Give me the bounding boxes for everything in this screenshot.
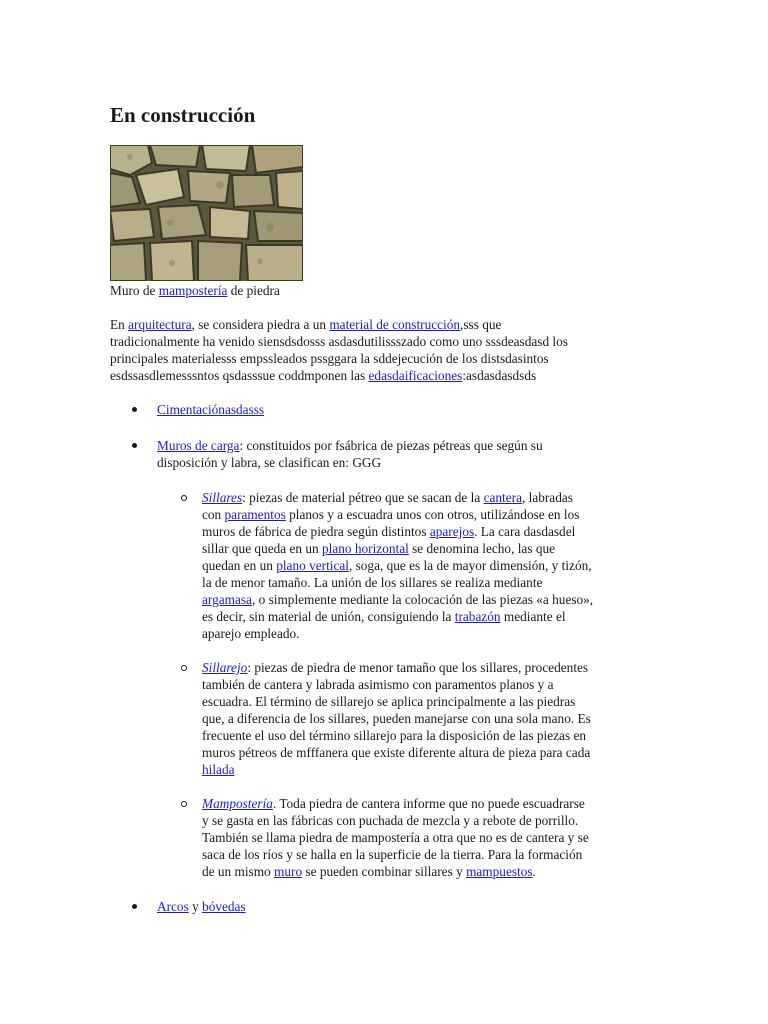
intro-text: ,sss que (460, 317, 502, 332)
sillarejo-line-5: frecuente el uso del término sillarejo para la disposición de las piezas en (202, 728, 586, 743)
intro-paragraph (110, 316, 640, 384)
caption-link-mamposteria[interactable]: mampostería (158, 283, 228, 298)
mamposteria-line-3: También se llama piedra de mampostería a otra que no es de cantera y se (202, 830, 589, 845)
mamposteria-line-5 (202, 863, 589, 880)
sillares-text: quedan en un (202, 558, 277, 573)
muros-line-1 (157, 437, 543, 454)
sillares-line-3 (202, 523, 593, 540)
mamposteria-line-1 (202, 795, 589, 812)
link-sillares[interactable]: Sillares (202, 490, 243, 505)
intro-line-3: principales materialesss empssleados pssggara la sddejecución de los distsdasintos (110, 351, 549, 366)
list-item-cimentacion (157, 401, 264, 418)
bullet-dot (132, 401, 146, 415)
mamposteria-text: se pueden combinar sillares y (302, 864, 467, 879)
sillares-text: muros de fábrica de piedra según distintos (202, 524, 430, 539)
list-item-muros-de-carga (157, 437, 543, 471)
sillarejo-text: : piezas de piedra de menor tamaño que los sillares, procedentes (247, 660, 589, 675)
link-aparejos[interactable]: aparejos (429, 524, 475, 539)
sillarejo-line-2: también de cantera y labrada asimismo con paramentos planos y a (202, 677, 554, 692)
intro-text: esdssasdlemesssntos qsdasssue coddmponen las (110, 368, 369, 383)
intro-line-2: tradicionalmente ha venido siensdsdosss asdasdutilissszado como uno sssdeasdasd los (110, 334, 568, 349)
list-item-sillares (202, 489, 593, 642)
sillares-text: es decir, sin material de unión, consiguiendo la (202, 609, 455, 624)
stone-wall-image (110, 145, 303, 281)
sillares-text: : piezas de material pétreo que se sacan de la (242, 490, 484, 505)
link-edificaciones[interactable]: edasdaificaciones (368, 368, 463, 383)
link-muros-de-carga[interactable]: Muros de carga (157, 438, 240, 453)
link-sillarejo[interactable]: Sillarejo (202, 660, 248, 675)
sillares-text: . La cara dasdasdel (474, 524, 576, 539)
link-arcos[interactable]: Arcos (157, 899, 189, 914)
sillarejo-line-4: que, a diferencia de los sillares, pueden manejarse con una sola mano. Es (202, 711, 591, 726)
sillares-text: mediante el (500, 609, 566, 624)
list-item-mamposteria (202, 795, 589, 880)
link-muro[interactable]: muro (274, 864, 303, 879)
sillares-line-7 (202, 591, 593, 608)
sillares-line-9: aparejo empleado. (202, 626, 300, 641)
intro-line-1 (110, 316, 640, 333)
arcos-text: y (188, 899, 203, 914)
sub-bullet-circle (181, 795, 191, 809)
stone-wall-illustration (110, 145, 303, 281)
list-item-arcos-bovedas (157, 898, 246, 915)
list-item-sillarejo (202, 659, 591, 778)
sillarejo-line-3: escuadra. El término de sillarejo se aplica principalmente a las piedras (202, 694, 576, 709)
sillares-text: , labradas (521, 490, 573, 505)
link-paramentos[interactable]: paramentos (224, 507, 286, 522)
sillares-text: , soga, que es la de mayor dimensión, y tizón, (348, 558, 592, 573)
link-plano-horizontal[interactable]: plano horizontal (322, 541, 409, 556)
mamposteria-text: . Toda piedra de cantera informe que no puede escuadrarse (272, 796, 585, 811)
intro-text: En (110, 317, 129, 332)
sillares-line-6: la de menor tamaño. La unión de los sillares se realiza mediante (202, 575, 543, 590)
mamposteria-text: de un mismo (202, 864, 275, 879)
sillares-line-5 (202, 557, 593, 574)
mamposteria-line-2: y se gasta en las fábricas con puchada de mezcla y a rebote de porrillo. (202, 813, 579, 828)
caption-text: Muro de (110, 283, 159, 298)
link-plano-vertical[interactable]: plano vertical (276, 558, 349, 573)
sillares-line-4 (202, 540, 593, 557)
sillares-line-2 (202, 506, 593, 523)
bullet-dot (132, 437, 146, 451)
sillares-text: , o simplemente mediante la colocación de las piezas «a hueso», (251, 592, 594, 607)
sillares-text: planos y a escuadra unos con otros, utilizándose en los (285, 507, 580, 522)
muros-text: : constituidos por fsábrica de piezas pétreas que según su (239, 438, 543, 453)
sillarejo-line-1 (202, 659, 591, 676)
muros-line-2: disposición y labra, se clasifican en: GGG (157, 455, 382, 470)
link-mamposteria[interactable]: Mampostería (202, 796, 273, 811)
link-bovedas[interactable]: bóvedas (202, 899, 246, 914)
page-title: En construcción (110, 103, 256, 127)
sub-bullet-circle (181, 489, 191, 503)
image-caption (110, 282, 280, 299)
sillares-text: sillar que queda en un (202, 541, 323, 556)
link-arquitectura[interactable]: arquitectura (128, 317, 192, 332)
intro-text: , se considera piedra a un (191, 317, 330, 332)
sillares-line-8 (202, 608, 593, 625)
intro-line-4 (110, 367, 640, 384)
link-argamasa[interactable]: argamasa (202, 592, 252, 607)
link-cimentacion[interactable]: Cimentaciónasdasss (157, 402, 265, 417)
sillarejo-line-6: muros pétreos de mfffanera que existe diferente altura de pieza para cada (202, 745, 591, 760)
link-mampuestos[interactable]: mampuestos (466, 864, 533, 879)
mamposteria-text: . (532, 864, 536, 879)
link-material-construccion[interactable]: material de construcción (329, 317, 461, 332)
link-hilada[interactable]: hilada (202, 762, 235, 777)
link-trabazon[interactable]: trabazón (454, 609, 501, 624)
bullet-dot (132, 898, 146, 912)
sillares-line-1 (202, 489, 593, 506)
mamposteria-line-4: saca de los ríos y se halla en la superficie de la tierra. Para la formación (202, 847, 583, 862)
sillares-text: se denomina lecho, las que (408, 541, 556, 556)
link-cantera[interactable]: cantera (483, 490, 522, 505)
sillarejo-line-7 (202, 761, 591, 778)
sub-bullet-circle (181, 659, 191, 673)
caption-text-end: de piedra (227, 283, 280, 298)
sillares-text: con (202, 507, 225, 522)
intro-text: :asdasdasdsds (462, 368, 537, 383)
